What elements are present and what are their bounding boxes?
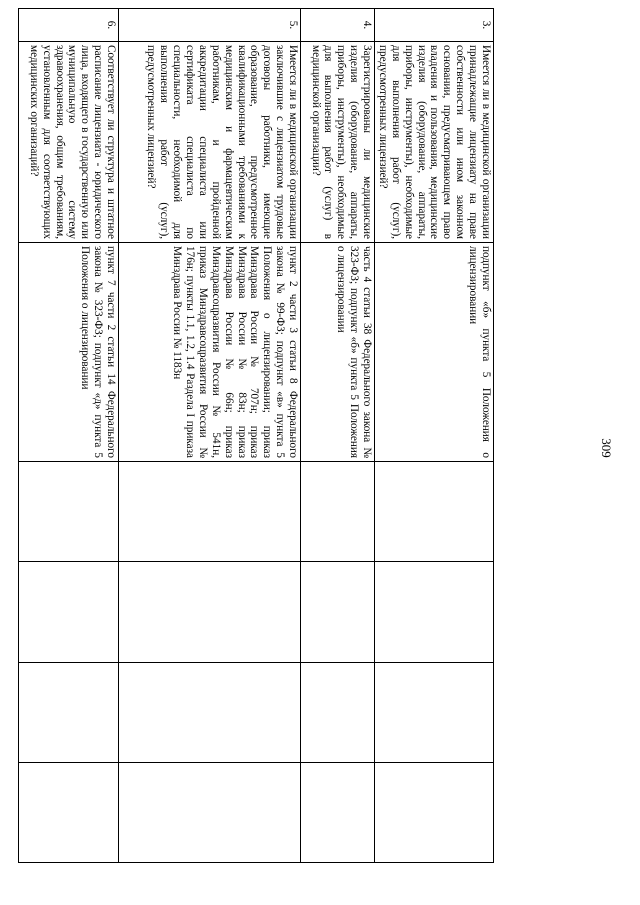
empty-cell [301,562,375,662]
empty-cell [301,462,375,562]
row-number: 3. [375,9,494,42]
question-cell: Имеется ли в медицинской организации заключившие с лицензиатом трудовые договоры работники, имеющие образование, предусмотренное квалификационными требованиями к медицинским и фармацевтическим работникам, и пройденной аккредитации специалиста или сертификата специалиста по специальности, необходимой для выполнения работ (услуг), предусмотренных лицензией? [119,42,301,243]
legal-basis-cell: подпункт «б» пункта 5 Положения о лицензировании [375,243,494,462]
row-number: 4. [301,9,375,42]
question-cell: Зарегистрированы ли медицинские изделия (оборудование, аппараты, приборы, инструменты), необходимые для выполнения работ (услуг) в медицинской организации? [301,42,375,243]
empty-cell [119,462,301,562]
row-number: 5. [119,9,301,42]
empty-cell [375,762,494,862]
question-cell: Соответствует ли структура и штатное расписание лицензиата - юридического лица, входящего в государственную или муниципальную систему здравоохранения, общим требованиям, установленным для соответствующих медицинских организаций? [19,42,119,243]
empty-cell [119,762,301,862]
checklist-sheet [24,8,494,863]
table-row [19,9,119,863]
checklist-table [18,8,494,863]
table-row [119,9,301,863]
legal-basis-cell: пункт 2 части 3 статьи 8 Федерального закона № 99-ФЗ; подпункт «в» пункта 5 Положения о лицензировании; приказ Минздрава России № 707н; приказ Минздрава России № 83н; приказ Минздрава России № 66н; приказ Минздравсоцразвития России № 541н, приказ Минздравсоцразвития России № 176н; пункты 1.1, 1.2, 1.4 Раздела I приказа Минздрава России № 1183н [119,243,301,462]
table-row [301,9,375,863]
empty-cell [119,662,301,762]
legal-basis-cell: часть 4 статьи 38 Федерального закона № 323-ФЗ; подпункт «б» пункта 5 Положения о лицензировании [301,243,375,462]
empty-cell [19,562,119,662]
empty-cell [301,762,375,862]
empty-cell [375,462,494,562]
empty-cell [119,562,301,662]
empty-cell [19,762,119,862]
empty-cell [19,462,119,562]
table-row [375,9,494,863]
legal-basis-cell: пункт 7 части 2 статьи 14 Федерального закона № 323-ФЗ; подпункт «д» пункта 5 Положения о лицензировании [19,243,119,462]
empty-cell [19,662,119,762]
empty-cell [301,662,375,762]
question-cell: Имеется ли в медицинской организации принадлежащие лицензиату на праве собственности или ином законном основании, предусматривающем право владения и пользования, медицинские изделия (оборудование, аппараты, приборы, инструменты), необходимые для выполнения работ (услуг), предусмотренных лицензией? [375,42,494,243]
page-number: 309 [598,438,614,458]
empty-cell [375,562,494,662]
empty-cell [375,662,494,762]
row-number: 6. [19,9,119,42]
